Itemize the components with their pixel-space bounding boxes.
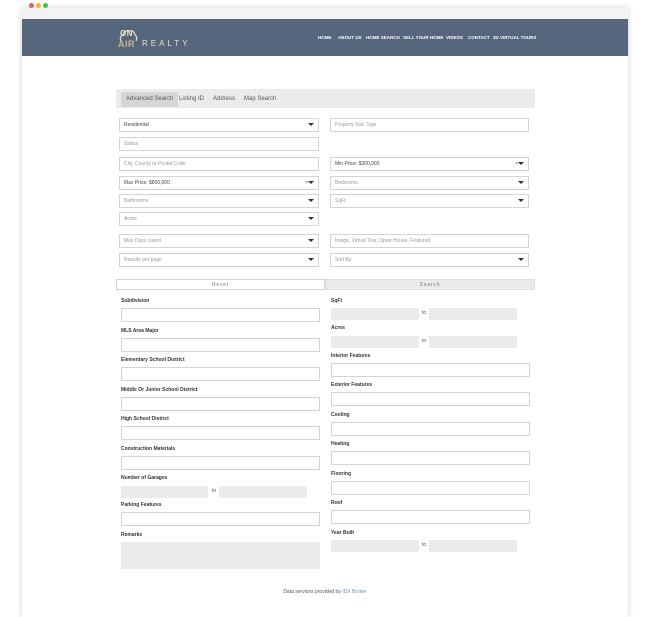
footer-credit (0, 589, 650, 595)
high-school-input[interactable] (121, 426, 320, 440)
year-built-min-input[interactable] (331, 540, 419, 552)
logo-line-1: ON (120, 29, 133, 38)
exterior-features-label: Exterior Features (331, 382, 373, 388)
clear-icon[interactable]: × (515, 161, 518, 167)
reset-button[interactable]: Reset (116, 279, 325, 290)
browser-titlebar (22, 8, 628, 19)
garages-range-to: to (212, 488, 217, 494)
max-price-value: Max Price: $800,000 (124, 180, 170, 186)
nav-3d-virtual-tours[interactable]: 3D VIRTUAL TOURS (493, 35, 537, 40)
chevron-down-icon (518, 181, 524, 184)
tab-listing-id[interactable]: Listing ID (179, 96, 205, 102)
heating-label: Heating (331, 441, 350, 447)
bedrooms-placeholder: Bedrooms (335, 180, 358, 186)
tab-address[interactable]: Address (213, 96, 236, 102)
status-input[interactable] (119, 137, 319, 151)
sqft-min-input[interactable] (331, 308, 419, 320)
flooring-label: Flooring (331, 471, 351, 477)
acres-max-input[interactable] (429, 336, 517, 348)
location-placeholder: City, County or Postal Code (124, 161, 186, 167)
acres-min-input[interactable] (331, 336, 419, 348)
cooling-label: Cooling (331, 412, 350, 418)
features-placeholder: Image, Virtual Tour, Open House, Featured (335, 238, 431, 244)
year-built-label: Year Built (331, 530, 355, 536)
roof-label: Roof (331, 500, 343, 506)
sqft-select[interactable] (330, 194, 529, 208)
property-type-value: Residential (124, 122, 149, 128)
max-days-listed-select[interactable] (119, 234, 319, 248)
property-sub-type-input[interactable] (330, 118, 529, 132)
search-button[interactable]: Search (325, 279, 535, 290)
sqft-range-label: SqFt (331, 298, 343, 304)
elementary-school-label: Elementary School District (121, 357, 185, 363)
acres-range-label: Acres (331, 325, 345, 331)
chevron-down-icon (308, 123, 314, 126)
nav-home[interactable]: HOME (318, 35, 332, 40)
chevron-down-icon (518, 162, 524, 165)
bedrooms-select[interactable] (330, 176, 529, 190)
listing-features-input[interactable] (330, 234, 529, 248)
parking-features-input[interactable] (121, 512, 320, 526)
chevron-down-icon (518, 258, 524, 261)
mls-area-label: MLS Area Major (121, 328, 159, 334)
interior-features-input[interactable] (331, 363, 530, 377)
mls-area-input[interactable] (121, 338, 320, 352)
elementary-school-input[interactable] (121, 367, 320, 381)
nav-sell-your-home[interactable]: SELL YOUR HOME (403, 35, 444, 40)
sort-by-select[interactable] (330, 253, 529, 267)
acres-placeholder: Acres (124, 216, 137, 222)
construction-materials-label: Construction Materials (121, 446, 176, 452)
chevron-down-icon (518, 199, 524, 202)
subdivision-label: Subdivision (121, 298, 150, 304)
nav-about-us[interactable]: ABOUT US (338, 35, 362, 40)
chevron-down-icon (308, 217, 314, 220)
garages-min-input[interactable] (121, 486, 208, 498)
results-placeholder: Results per page (124, 257, 162, 263)
tab-advanced-search[interactable]: Advanced Search (121, 92, 178, 107)
logo-line-3: REALTY (142, 39, 191, 48)
interior-features-label: Interior Features (331, 353, 371, 359)
middle-school-input[interactable] (121, 397, 320, 411)
max-days-placeholder: Max Days Listed (124, 238, 161, 244)
close-window-dot[interactable] (29, 3, 34, 8)
site-logo[interactable] (118, 25, 208, 51)
acres-range-to: to (422, 338, 427, 344)
chevron-down-icon (308, 199, 314, 202)
sqft-range-to: to (422, 310, 427, 316)
remarks-label: Remarks (121, 532, 143, 538)
tab-map-search[interactable]: Map Search (244, 96, 277, 102)
year-built-range-to: to (422, 542, 427, 548)
bathrooms-placeholder: Bathrooms (124, 198, 149, 204)
cooling-input[interactable] (331, 422, 530, 436)
exterior-features-input[interactable] (331, 392, 530, 406)
footer-prefix: Data services provided by (283, 589, 343, 595)
sqft-placeholder: SqFt (335, 198, 346, 204)
results-per-page-select[interactable] (119, 253, 319, 267)
roof-input[interactable] (331, 510, 530, 524)
location-input[interactable] (119, 157, 319, 171)
idx-broker-link[interactable]: IDX Broker (342, 589, 367, 595)
clear-icon[interactable]: × (305, 180, 308, 186)
nav-home-search[interactable]: HOME SEARCH (366, 35, 400, 40)
chevron-down-icon (308, 181, 314, 184)
nav-contact[interactable]: CONTACT (468, 35, 490, 40)
max-price-select[interactable] (119, 176, 319, 190)
bathrooms-select[interactable] (119, 194, 319, 208)
chevron-down-icon (308, 239, 314, 242)
chevron-down-icon (308, 258, 314, 261)
subdivision-input[interactable] (121, 308, 320, 322)
middle-school-label: Middle Or Junior School District (121, 387, 198, 393)
flooring-input[interactable] (331, 481, 530, 495)
min-price-select[interactable] (330, 157, 529, 171)
construction-materials-input[interactable] (121, 456, 320, 470)
min-price-value: Min Price: $300,000 (335, 161, 380, 167)
status-placeholder: Status (124, 141, 139, 147)
garages-max-input[interactable] (219, 486, 307, 498)
high-school-label: High School District (121, 416, 169, 422)
property-type-select[interactable] (119, 118, 319, 132)
minimize-window-dot[interactable] (36, 3, 41, 8)
parking-features-label: Parking Features (121, 502, 162, 508)
sort-placeholder: Sort By (335, 257, 352, 263)
acres-select[interactable] (119, 212, 319, 226)
maximize-window-dot[interactable] (43, 3, 48, 8)
remarks-textarea[interactable] (121, 542, 320, 569)
property-sub-type-placeholder: Property Sub Type (335, 122, 377, 128)
sqft-max-input[interactable] (429, 308, 517, 320)
nav-videos[interactable]: VIDEOS (446, 35, 464, 40)
heating-input[interactable] (331, 451, 530, 465)
year-built-max-input[interactable] (429, 540, 517, 552)
search-tabs (116, 89, 535, 108)
logo-line-2: AIR (118, 39, 135, 49)
garages-label: Number of Garages (121, 475, 168, 481)
